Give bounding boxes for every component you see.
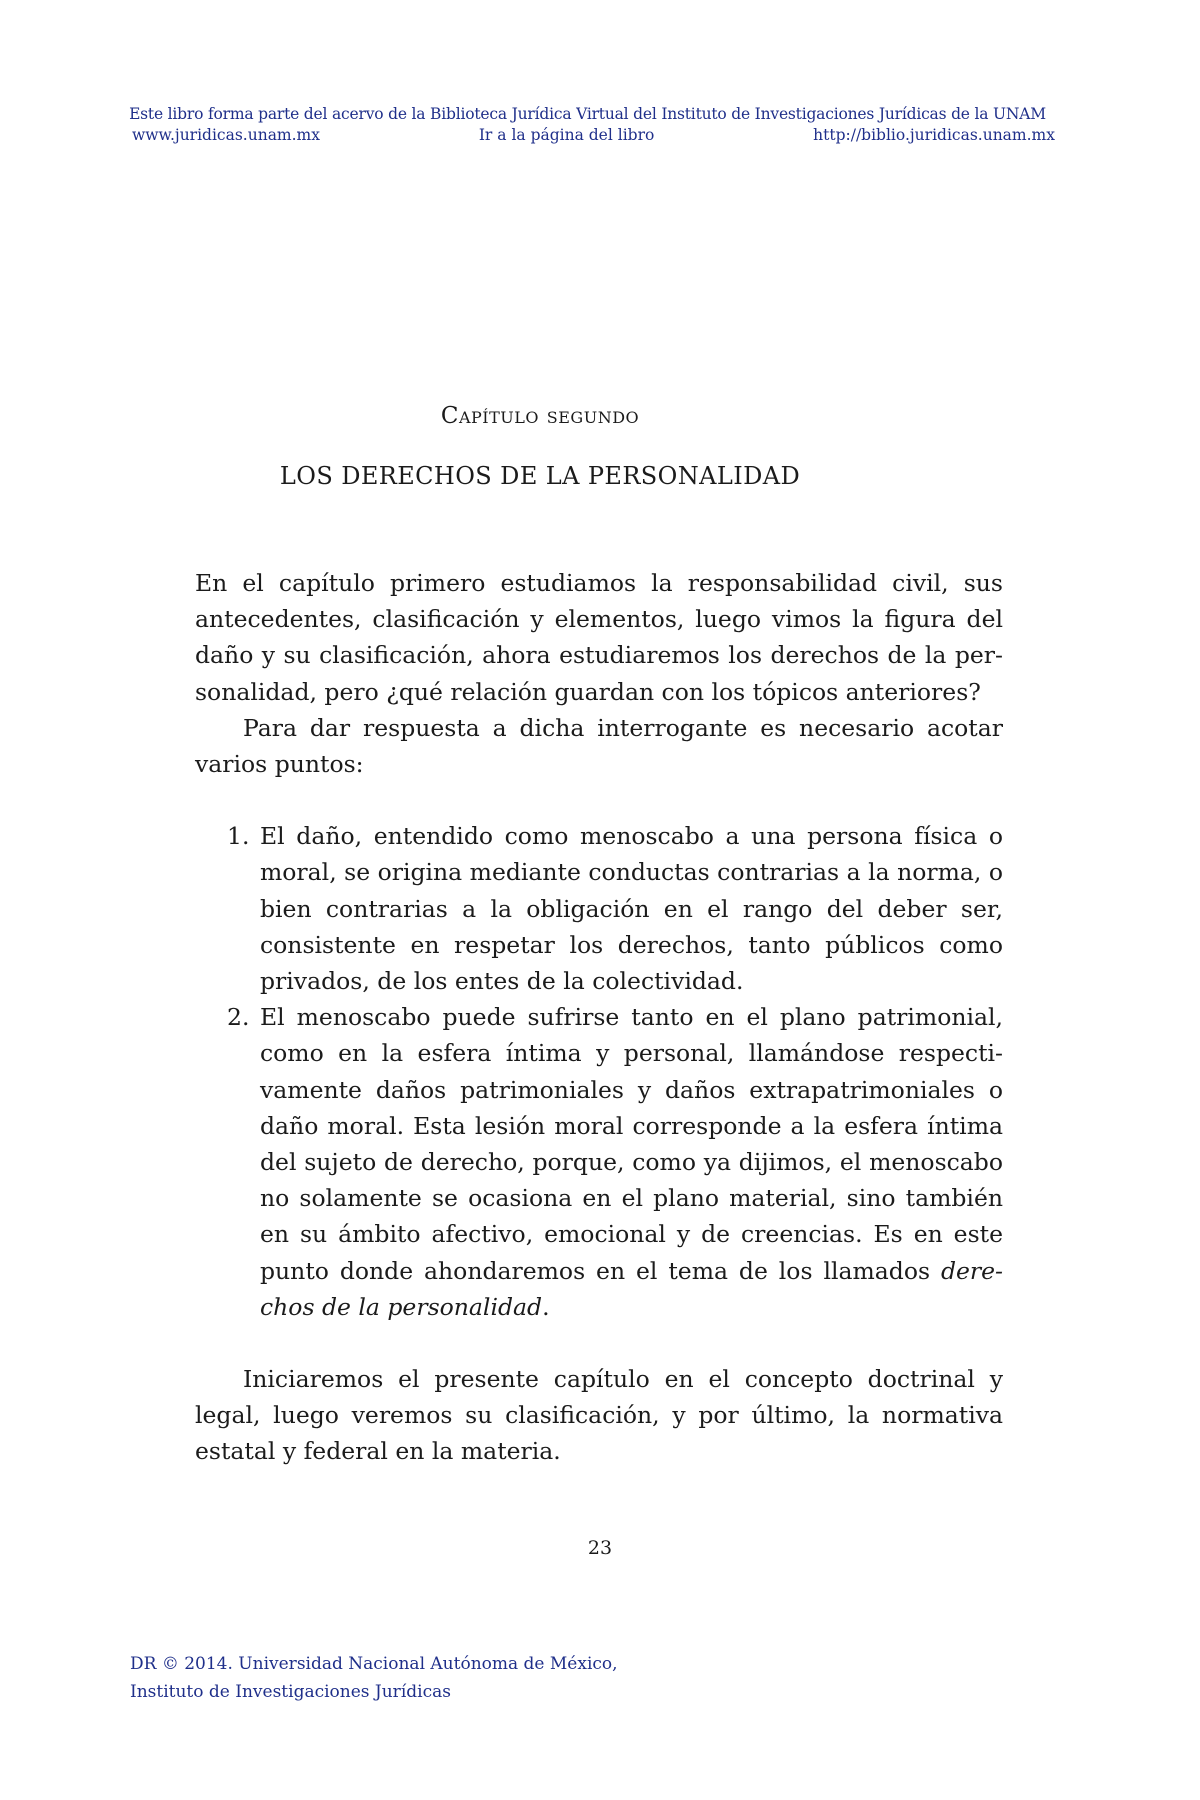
juridicas-site-link[interactable]: www.juridicas.unam.mx	[132, 126, 320, 144]
emphasized-term: derechos de la personalidad	[260, 1256, 1003, 1321]
list-item-number: 1.	[227, 822, 250, 851]
chapter-body	[195, 565, 1003, 1470]
list-item	[195, 818, 1003, 999]
list-item-text: El menoscabo puede sufrirse tanto en el plano patrimonial, como en la esfera íntima y personal, llamándose respectivamente daños patrimoniales y daños extrapatrimoniales o daño moral. Esta lesión moral corresponde a la esfera íntima del sujeto de derecho, porque, como ya dijimos, el menoscabo no solamente se ocasiona en el plano material, sino también en su ámbito afectivo, emocional y de creencias. Es en este punto donde ahondaremos en el tema de los llamados	[260, 1003, 1003, 1285]
chapter-label: Capítulo segundo	[440, 403, 640, 429]
book-page-link[interactable]: Ir a la página del libro	[478, 126, 655, 144]
library-notice: Este libro forma parte del acervo de la Biblioteca Jurídica Virtual del Instituto de Investigaciones Jurídicas de la UNAM	[129, 105, 1046, 123]
page-header	[120, 104, 1055, 146]
list-item-number: 2.	[227, 1003, 250, 1032]
paragraph-chapter-plan: Iniciaremos el presente capítulo en el concepto doctrinal y legal, luego veremos su clasificación, y por último, la normativa estatal y federal en la materia.	[195, 1365, 1003, 1466]
page-number: 23	[587, 1537, 613, 1559]
biblio-site-link[interactable]: http://biblio.juridicas.unam.mx	[813, 126, 1055, 144]
paragraph-intro: En el capítulo primero estudiamos la responsabilidad civil, sus antecedentes, clasificación y elementos, luego vimos la figura del daño y su clasificación, ahora estudiaremos los derechos de la personalidad, pero ¿qué relación guardan con los tópicos anteriores?	[195, 569, 1003, 706]
numbered-list	[195, 818, 1003, 1325]
copyright-line: DR © 2014. Universidad Nacional Autónoma de México,	[130, 1654, 618, 1674]
header-links	[120, 125, 1055, 146]
chapter-title: LOS DERECHOS DE LA PERSONALIDAD	[279, 462, 801, 490]
paragraph-points-intro: Para dar respuesta a dicha interrogante es necesario acotar varios puntos:	[195, 713, 1003, 779]
copyright-footer	[130, 1650, 618, 1706]
list-item	[195, 999, 1003, 1325]
list-item-end: .	[542, 1292, 550, 1321]
institute-line: Instituto de Investigaciones Jurídicas	[130, 1682, 451, 1702]
list-item-text: El daño, entendido como menoscabo a una persona física o moral, se origina mediante conductas contrarias a la norma, o bien contrarias a la obligación en el rango del deber ser, consistente en respetar los derechos, tanto públicos como privados, de los entes de la colectividad.	[260, 822, 1003, 996]
